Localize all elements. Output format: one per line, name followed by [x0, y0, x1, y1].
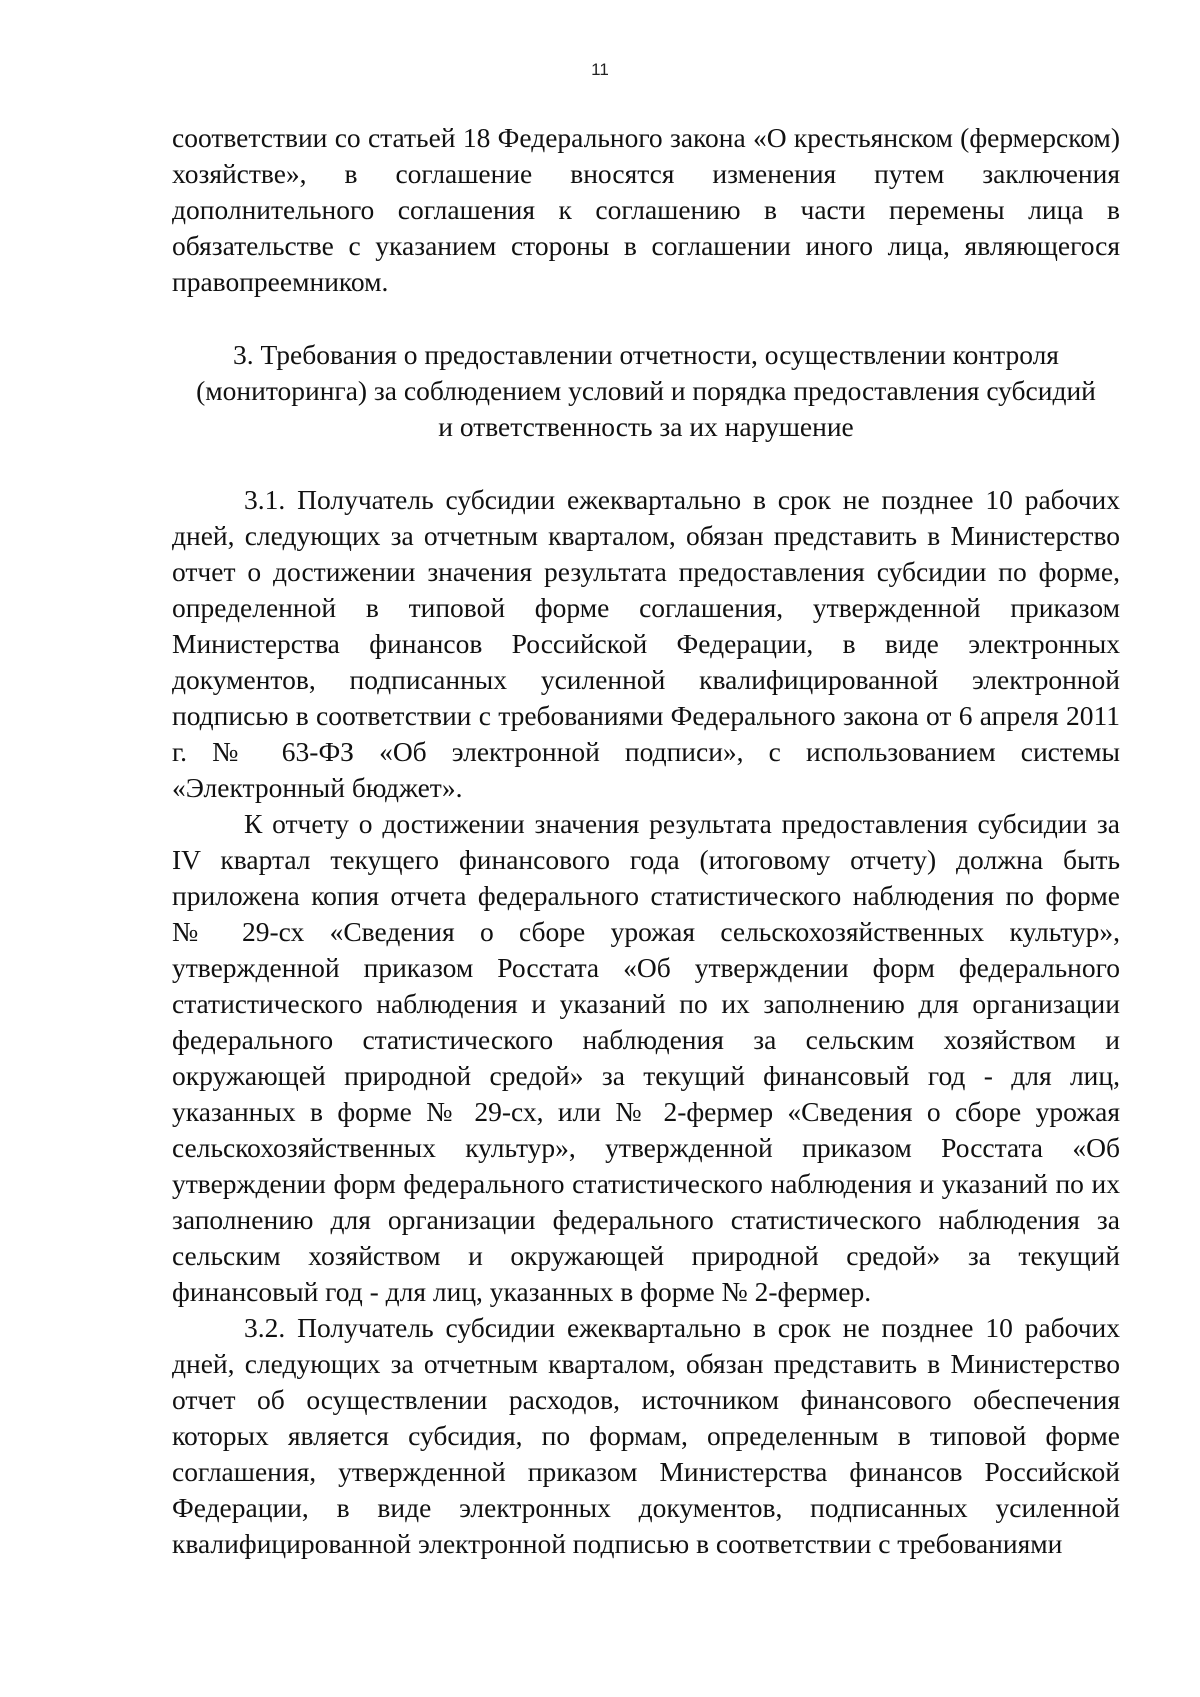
- section-body: [172, 482, 1120, 1562]
- section-heading: [160, 337, 1132, 445]
- section-heading-line-2: (мониторинга) за соблюдением условий и порядка предоставления субсидий: [196, 375, 1096, 406]
- intro-paragraph: соответствии со статьей 18 Федерального закона «О крестьянском (фермерском) хозяйстве», в соглашение вносятся изменения путем заключения дополнительного соглашения к соглашению в части перемены лица в обязательстве с указанием стороны в соглашении иного лица, являющегося правопреемником.: [172, 122, 1120, 297]
- paragraph-report-attachment: К отчету о достижении значения результата предоставления субсидии за IV квартал текущего финансового года (итоговому отчету) должна быть приложена копия отчета федерального статистического наблюдения по форме № 29-сх «Сведения о сборе урожая сельскохозяйственных культур», утвержденной приказом Росстата «Об утверждении форм федерального статистического наблюдения и указаний по их заполнению для организации федерального статистического наблюдения за сельским хозяйством и окружающей природной средой» за текущий финансовый год - для лиц, указанных в форме № 29-сх, или № 2-фермер «Сведения о сборе урожая сельскохозяйственных культур», утвержденной приказом Росстата «Об утверждении форм федерального статистического наблюдения и указаний по их заполнению для организации федерального статистического наблюдения за сельским хозяйством и окружающей природной средой» за текущий финансовый год - для лиц, указанных в форме № 2-фермер.: [172, 808, 1120, 1307]
- paragraph-3-2: 3.2. Получатель субсидии ежеквартально в срок не позднее 10 рабочих дней, следующих за отчетным кварталом, обязан представить в Министерство отчет об осуществлении расходов, источником финансового обеспечения которых является субсидия, по формам, определенным в типовой форме соглашения, утвержденной приказом Министерства финансов Российской Федерации, в виде электронных документов, подписанных усиленной квалифицированной электронной подписью в соответствии с требованиями: [172, 1312, 1120, 1559]
- section-heading-line-1: 3. Требования о предоставлении отчетности, осуществлении контроля: [233, 339, 1059, 370]
- section-heading-line-3: и ответственность за их нарушение: [438, 411, 854, 442]
- paragraph-3-1: 3.1. Получатель субсидии ежеквартально в срок не позднее 10 рабочих дней, следующих за отчетным кварталом, обязан представить в Министерство отчет о достижении значения результата предоставления субсидии по форме, определенной в типовой форме соглашения, утвержденной приказом Министерства финансов Российской Федерации, в виде электронных документов, подписанных усиленной квалифицированной электронной подписью в соответствии с требованиями Федерального закона от 6 апреля 2011 г. № 63-ФЗ «Об электронной подписи», с использованием системы «Электронный бюджет».: [172, 484, 1120, 803]
- page-number: 11: [591, 60, 609, 79]
